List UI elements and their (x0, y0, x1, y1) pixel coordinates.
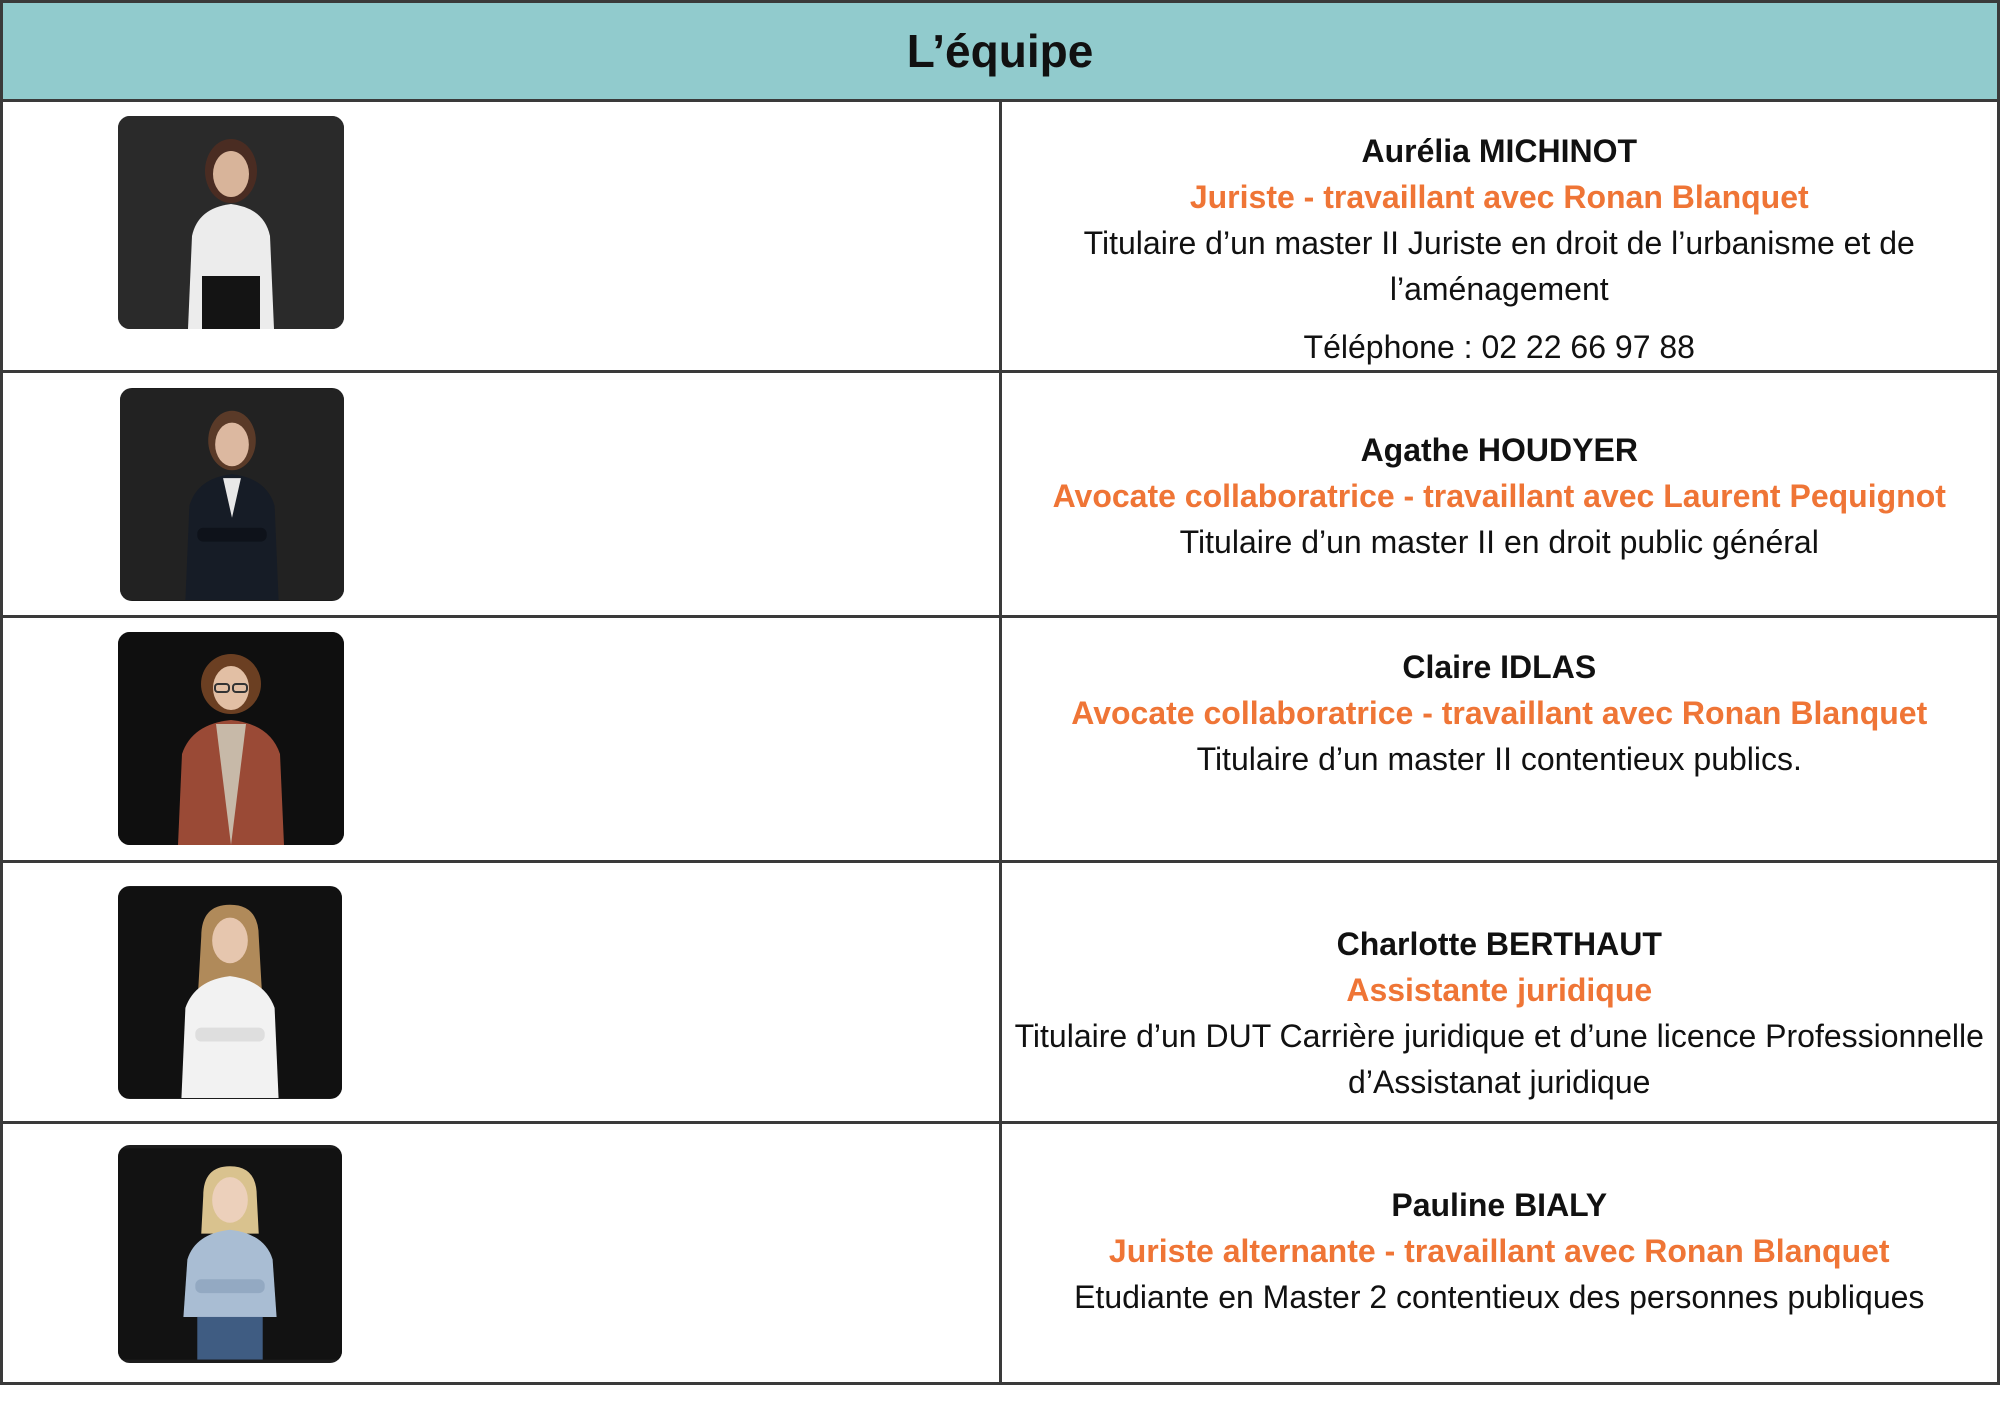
person-silhouette-icon (118, 886, 342, 1099)
member-name: Pauline BIALY (1391, 1187, 1608, 1223)
member-info (1000, 101, 1999, 372)
member-role: Assistante juridique (1346, 972, 1653, 1008)
table-row (2, 101, 1999, 372)
person-silhouette-icon (118, 632, 344, 845)
photo-cell (2, 617, 1001, 862)
member-role: Juriste alternante - travaillant avec Ronan Blanquet (1108, 1233, 1890, 1269)
member-role: Juriste - travaillant avec Ronan Blanquet (1189, 179, 1809, 215)
member-role: Avocate collaboratrice - travaillant avec Ronan Blanquet (1071, 695, 1928, 731)
table-row (2, 617, 1999, 862)
member-phone: Téléphone : 02 22 66 97 88 (1303, 329, 1695, 365)
member-info (1000, 372, 1999, 617)
member-description: Titulaire d’un master II contentieux publics. (1196, 741, 1802, 777)
photo-cell (2, 372, 1001, 617)
member-info (1000, 1123, 1999, 1384)
member-description: Titulaire d’un DUT Carrière juridique et d’une licence Professionnelle d’Assistanat juridique (1014, 1018, 1984, 1100)
person-silhouette-icon (120, 388, 344, 601)
member-name: Charlotte BERTHAUT (1336, 926, 1662, 962)
member-role: Avocate collaboratrice - travaillant avec Laurent Pequignot (1052, 478, 1946, 514)
person-silhouette-icon (118, 116, 344, 329)
portrait-photo (118, 632, 344, 845)
photo-cell (2, 862, 1001, 1123)
portrait-photo (120, 388, 344, 601)
table-row (2, 372, 1999, 617)
portrait-photo (118, 116, 344, 329)
member-info (1000, 862, 1999, 1123)
table-row (2, 862, 1999, 1123)
person-silhouette-icon (118, 1145, 342, 1363)
page-title: L’équipe (2, 2, 1999, 101)
portrait-photo (118, 886, 342, 1099)
member-description: Titulaire d’un master II en droit public général (1179, 524, 1819, 560)
table-row (2, 1123, 1999, 1384)
member-name: Claire IDLAS (1402, 649, 1597, 685)
member-name: Aurélia MICHINOT (1361, 133, 1638, 169)
photo-cell (2, 101, 1001, 372)
member-info (1000, 617, 1999, 862)
member-description: Titulaire d’un master II Juriste en droit de l’urbanisme et de l’aménagement (1083, 225, 1915, 307)
member-description: Etudiante en Master 2 contentieux des personnes publiques (1074, 1279, 1925, 1315)
member-name: Agathe HOUDYER (1360, 432, 1638, 468)
photo-cell (2, 1123, 1001, 1384)
portrait-photo (118, 1145, 342, 1363)
